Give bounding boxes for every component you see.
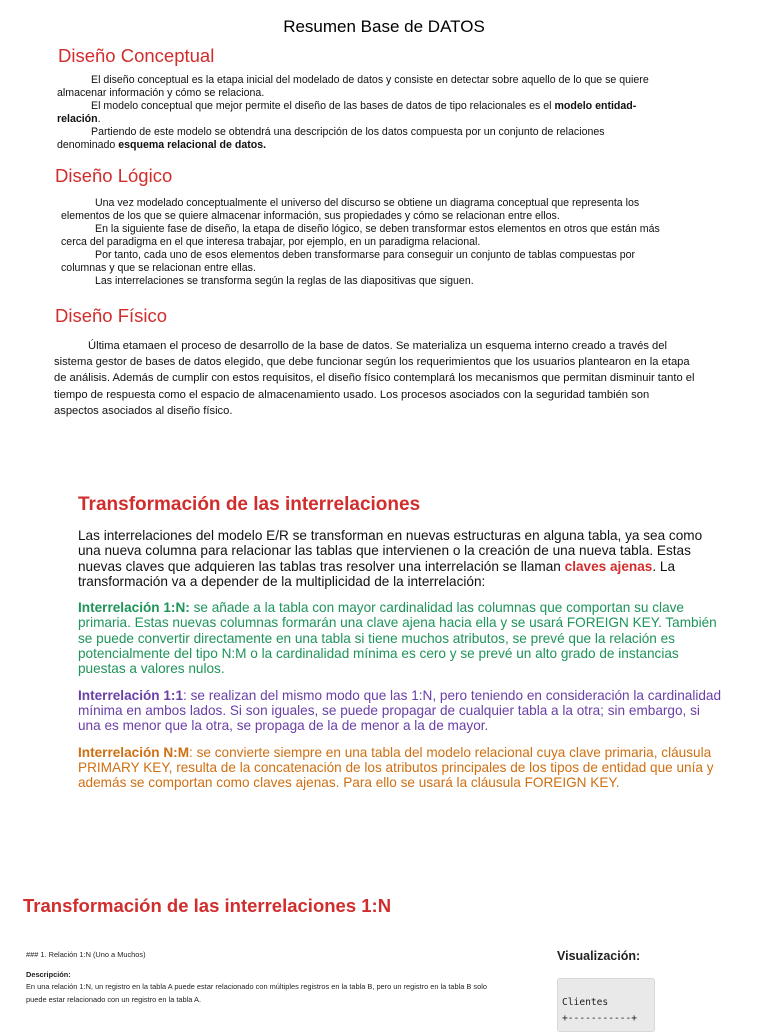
conceptual-paragraph-2 [57, 100, 655, 126]
interrelacion-11-paragraph [78, 688, 726, 734]
logico-paragraph-1: Una vez modelado conceptualmente el universo del discurso se obtiene un diagrama conceptual que representa los elementos de los que se quiere almacenar información, sus propiedades y cómo se relacionan entre ellos. [61, 197, 640, 222]
conceptual-p2-text: El modelo conceptual que mejor permite el diseño de las bases de datos de tipo relacionales es el [91, 100, 555, 112]
interrelacion-11-label: Interrelación 1:1 [78, 687, 184, 703]
code-line-border: +-----------+ [562, 1013, 638, 1024]
claves-ajenas-highlight: claves ajenas [564, 558, 653, 574]
descripcion-text: En una relación 1:N, un registro en la tabla A puede estar relacionado con múltiples registros en la tabla B, pero un registro en la tabla B solo puede estar relacionado con un registro en la tabla A. [26, 982, 487, 1004]
intro-text: Las interrelaciones del modelo E/R se transforman en nuevas estructuras en alguna tabla, ya sea como una nueva columna para relacionar las tablas que intervienen o la creación de una nueva tabla. Estas nuevas claves que adquieren las tablas tras resolver una interrelación se llaman [78, 528, 703, 574]
transformacion-heading: Transformación de las interrelaciones [78, 494, 421, 515]
visualizacion-label: Visualización: [557, 949, 641, 963]
conceptual-p2-end: . [97, 113, 101, 125]
code-line-clientes: Clientes [562, 997, 609, 1008]
interrelacion-11-text: : se realizan del mismo modo que las 1:N, pero teniendo en consideración la cardinalidad mínima en ambos lados. Si son iguales, se puede propagar de cualquier tabla a la otra; sin embargo, si una es menor que la otra, se propaga de la de menor a la de mayor. [78, 687, 722, 734]
conceptual-paragraph-1: El diseño conceptual es la etapa inicial del modelado de datos y consiste en detectar sobre aquello de lo que se quiere almacenar información y cómo se relaciona. [57, 74, 649, 99]
fisico-heading: Diseño Físico [55, 305, 168, 326]
logico-paragraph-4: Las interrelaciones se transforma según la reglas de las diapositivas que siguen. [95, 275, 474, 287]
conceptual-heading: Diseño Conceptual [58, 45, 215, 66]
conceptual-body [57, 74, 655, 152]
logico-body [61, 197, 677, 288]
interrelacion-1n-text: se añade a la tabla con mayor cardinalidad las columnas que comportan su clave primaria. Estas nuevas columnas formarán una clave ajena hacia ella y se usará FOREIGN KEY. También se puede convertir directamente en una tabla si tiene muchos atributos, se prevé que la relación es potencialmente del tipo N:M o la cardinalidad mínima es cero y se prevé un alto grado de instancias puestas a valores nulos. [78, 600, 717, 677]
md-heading: ### 1. Relación 1:N (Uno a Muchos) [26, 950, 146, 959]
interrelacion-1n-label: Interrelación 1:N: [78, 600, 190, 616]
interrelacion-nm-text: : se convierte siempre en una tabla del modelo relacional cuya clave primaria, cláusula PRIMARY KEY, resulta de la concatenación de los atributos principales de los tipos de entidad que unía y además se comportan como claves ajenas. Para ello se usará la cláusula FOREIGN KEY. [78, 744, 714, 791]
conceptual-p3-bold: esquema relacional de datos. [118, 139, 267, 151]
interrelacion-1n-paragraph [78, 600, 726, 676]
conceptual-p2-bold: modelo entidad-relación [57, 100, 637, 125]
transformacion-intro [78, 528, 726, 589]
logico-paragraph-3: Por tanto, cada uno de esos elementos deben transformarse para conseguir un conjunto de tablas compuestas por columnas y que se relacionan entre ellas. [61, 249, 636, 274]
conceptual-p3-text: Partiendo de este modelo se obtendrá una descripción de los datos compuesta por un conjunto de relaciones denominado [57, 126, 605, 151]
interrelacion-nm-label: Interrelación N:M [78, 744, 190, 760]
conceptual-paragraph-3 [57, 126, 655, 152]
document-title: Resumen Base de DATOS [283, 17, 485, 36]
fisico-body [54, 338, 696, 419]
intro-end: . La transformación va a depender de la multiplicidad de la interrelación: [78, 558, 676, 589]
logico-paragraph-2: En la siguiente fase de diseño, la etapa de diseño lógico, se deben transformar estos elementos en otros que están más cerca del paradigma en el que interesa trabajar, por ejemplo, en un paradigma relacional. [61, 223, 660, 248]
descripcion-label: Descripción: [26, 969, 71, 979]
interrelacion-nm-paragraph [78, 745, 726, 791]
fisico-paragraph-1: Última etamaen el proceso de desarrollo de la base de datos. Se materializa un esquema interno creado a través del sistema gestor de bases de datos elegido, que debe funcionar según los requerimientos que los usuarios plantearon en la etapa de análisis. Además de cumplir con estos requisitos, el diseño físico contemplará los mecanismos que permitan disminuir tanto el tiempo de respuesta como el espacio de almacenamiento usado. Los procesos asociados con la seguridad también son aspectos asociados al diseño físico. [54, 340, 695, 417]
transformacion-body [78, 528, 726, 790]
logico-heading: Diseño Lógico [55, 165, 173, 186]
embedded-screenshot-text [26, 949, 492, 1006]
trans1n-heading: Transformación de las interrelaciones 1:N [23, 895, 392, 916]
